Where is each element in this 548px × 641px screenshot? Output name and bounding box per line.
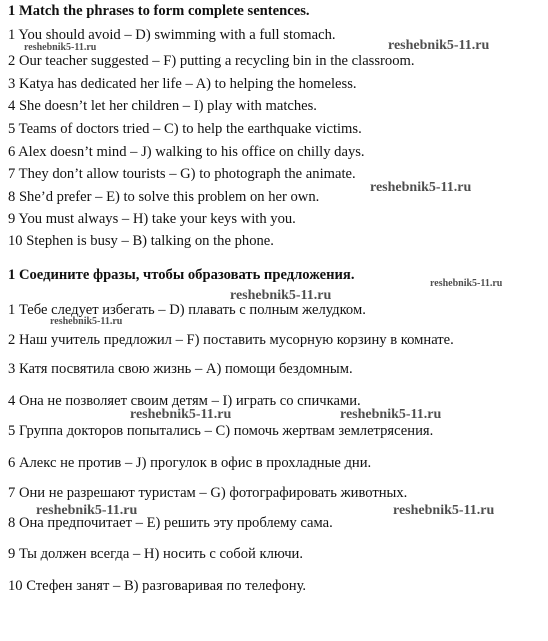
russian-item-6: 6 Алекс не против – J) прогулок в офис в прохладные дни. bbox=[8, 455, 372, 471]
english-item-5: 5 Teams of doctors tried – C) to help the earthquake victims. bbox=[8, 121, 362, 137]
russian-item-3: 3 Катя посвятила свою жизнь – A) помощи бездомным. bbox=[8, 361, 353, 377]
english-item-8: 8 She’d prefer – E) to solve this problem on her own. bbox=[8, 189, 320, 205]
russian-item-7: 7 Они не разрешают туристам – G) фотографировать животных. bbox=[8, 485, 408, 501]
english-item-3: 3 Katya has dedicated her life – A) to helping the homeless. bbox=[8, 76, 357, 92]
english-item-7: 7 They don’t allow tourists – G) to photograph the animate. bbox=[8, 166, 356, 182]
watermark: reshebnik5-11.ru bbox=[388, 38, 490, 53]
watermark: reshebnik5-11.ru bbox=[393, 503, 495, 518]
english-item-10: 10 Stephen is busy – B) talking on the phone. bbox=[8, 233, 274, 249]
russian-item-8: 8 Она предпочитает – E) решить эту проблему сама. bbox=[8, 515, 333, 531]
watermark: reshebnik5-11.ru bbox=[230, 288, 332, 303]
russian-heading: 1 Соедините фразы, чтобы образовать предложения. bbox=[8, 267, 355, 283]
russian-item-4: 4 Она не позволяет своим детям – I) играть со спичками. bbox=[8, 393, 361, 409]
watermark: reshebnik5-11.ru bbox=[430, 278, 503, 289]
russian-item-2: 2 Наш учитель предложил – F) поставить мусорную корзину в комнате. bbox=[8, 332, 454, 348]
watermark: reshebnik5-11.ru bbox=[24, 42, 97, 53]
english-item-4: 4 She doesn’t let her children – I) play with matches. bbox=[8, 98, 317, 114]
english-item-9: 9 You must always – H) take your keys with you. bbox=[8, 211, 296, 227]
english-heading: 1 Match the phrases to form complete sentences. bbox=[8, 3, 310, 19]
russian-item-9: 9 Ты должен всегда – H) носить с собой ключи. bbox=[8, 546, 304, 562]
russian-item-10: 10 Стефен занят – B) разговаривая по телефону. bbox=[8, 578, 307, 594]
watermark: reshebnik5-11.ru bbox=[130, 407, 232, 422]
russian-item-1: 1 Тебе следует избегать – D) плавать с полным желудком. bbox=[8, 302, 366, 318]
watermark: reshebnik5-11.ru bbox=[370, 180, 472, 195]
watermark: reshebnik5-11.ru bbox=[36, 503, 138, 518]
watermark: reshebnik5-11.ru bbox=[340, 407, 442, 422]
english-item-1: 1 You should avoid – D) swimming with a full stomach. bbox=[8, 27, 336, 43]
english-item-6: 6 Alex doesn’t mind – J) walking to his office on chilly days. bbox=[8, 144, 365, 160]
watermark: reshebnik5-11.ru bbox=[50, 316, 123, 327]
russian-item-5: 5 Группа докторов попытались – C) помочь жертвам землетрясения. bbox=[8, 423, 434, 439]
english-item-2: 2 Our teacher suggested – F) putting a recycling bin in the classroom. bbox=[8, 53, 415, 69]
